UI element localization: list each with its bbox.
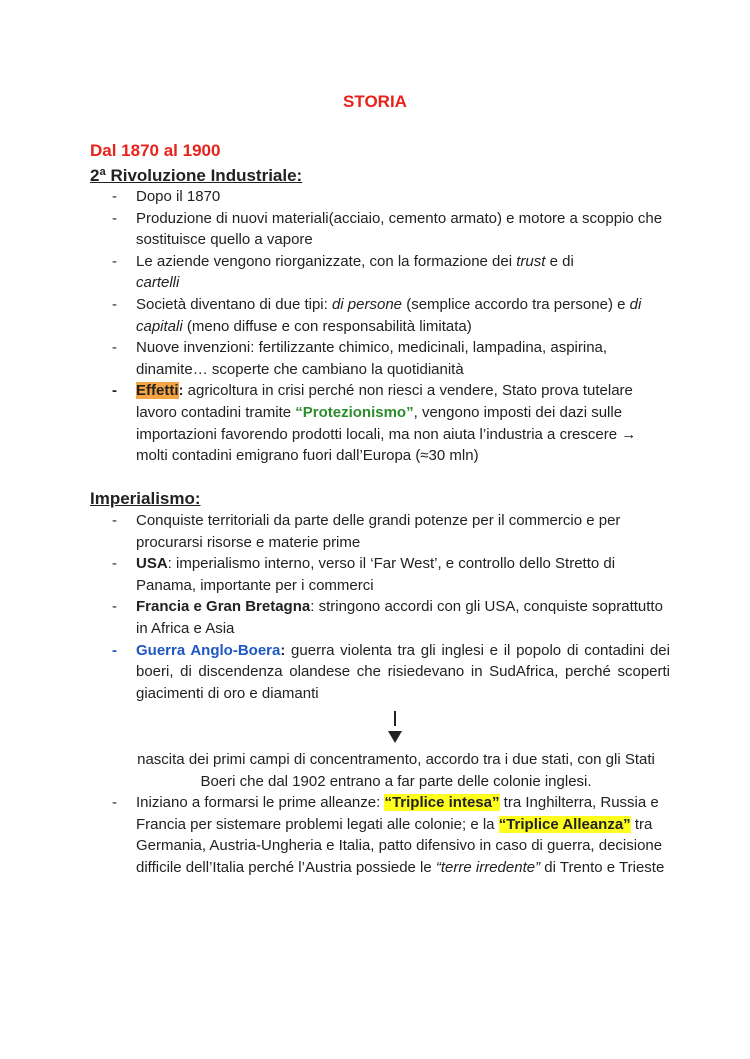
bullet: - <box>112 641 117 659</box>
down-arrow-icon <box>380 707 410 747</box>
term-usa: USA <box>136 555 168 573</box>
list-item: - Nuove invenzioni: fertilizzante chimico, medicinali, lampadina, aspirina, dinamite… scoperte che cambiano la quotidianità <box>112 339 608 378</box>
highlight-triplice-alleanza: “Triplice Alleanza” <box>498 815 631 833</box>
list-item-guerra: - Guerra Anglo-Boera: guerra violenta tra gli inglesi e il popolo di contadini dei boeri, di discendenza olandese che risiedevano in SudAfrica, perché scoperti giacimenti di oro e diamanti <box>112 641 670 702</box>
list-item: - Società diventano di due tipi: di persone (semplice accordo tra persone) e di capitali (meno diffuse e con responsabilità limitata) <box>112 295 642 335</box>
term-terre-irredente: “terre irredente” <box>435 858 541 876</box>
term-capitali: di capitali <box>136 295 642 335</box>
highlight-effetti: Effetti <box>136 382 179 400</box>
list-item-alleanze: - Iniziano a formarsi le prime alleanze: “Triplice intesa” tra Inghilterra, Russia e Francia per sistemare problemi legati alle colonie; e la “Triplice Alleanza” tra Germania, Austria-Ungheria e Italia, patto difensivo in caso di guerra, decisione difficile dell’Italia perché l’Austria possiede le “terre irredente” di Trento e Trieste <box>112 794 665 876</box>
bullet: - <box>112 512 117 529</box>
term-protezionismo: “Protezionismo” <box>295 403 414 421</box>
page-title: STORIA <box>343 92 407 111</box>
term-trust: trust <box>516 252 546 270</box>
list-item: - Dopo il 1870 <box>90 186 670 208</box>
bullet: - <box>112 382 117 400</box>
period-heading: Dal 1870 al 1900 <box>90 141 221 160</box>
section-heading-rivoluzione: 2ª Rivoluzione Industriale: <box>90 166 303 185</box>
imperialismo-list <box>90 510 670 704</box>
alleanze-list <box>90 792 670 878</box>
highlight-triplice-intesa: “Triplice intesa” <box>384 794 500 811</box>
bullet: - <box>112 252 117 270</box>
term-cartelli: cartelli <box>136 274 180 292</box>
bullet: - <box>112 188 117 205</box>
bullet: - <box>112 295 117 313</box>
list-item: - Francia e Gran Bretagna: stringono accordi con gli USA, conquiste soprattutto in Africa e Asia <box>112 598 663 637</box>
bullet: - <box>112 339 117 357</box>
list-item: - Le aziende vengono riorganizzate, con la formazione dei trust e di cartelli <box>112 252 574 292</box>
bullet: - <box>112 794 117 811</box>
term-guerra-anglo-boera: Guerra Anglo-Boera <box>136 641 281 659</box>
bullet: - <box>112 209 117 227</box>
rivoluzione-list <box>90 186 670 467</box>
term-francia: Francia e Gran Bretagna <box>136 598 311 616</box>
consequence-text: nascita dei primi campi di concentramento, accordo tra i due stati, con gli Stati Boeri che dal 1902 entrano a far parte delle colonie inglesi. <box>137 751 655 790</box>
bullet: - <box>112 555 117 573</box>
section-heading-imperialismo: Imperialismo: <box>90 489 201 508</box>
term-persone: di persone <box>331 295 403 313</box>
list-item: - Produzione di nuovi materiali(acciaio, cemento armato) e motore a scoppio che sostituisce quello a vapore <box>112 209 663 249</box>
bullet: - <box>112 598 117 616</box>
list-item: - USA: imperialismo interno, verso il ‘Far West’, e controllo dello Stretto di Panama, importante per i commerci <box>112 555 616 594</box>
list-item: - Conquiste territoriali da parte delle grandi potenze per il commercio e per procurarsi risorse e materie prime <box>112 512 621 551</box>
list-item-effetti: - Effetti: agricoltura in crisi perché non riesci a vendere, Stato prova tutelare lavoro contadini tramite “Protezionismo”, vengono imposti dei dazi sulle importazioni favorendo prodotti locali, ma non aiuta l’industria a crescere → molti contadini emigrano fuori dall’Europa (≈30 mln) <box>112 382 637 465</box>
